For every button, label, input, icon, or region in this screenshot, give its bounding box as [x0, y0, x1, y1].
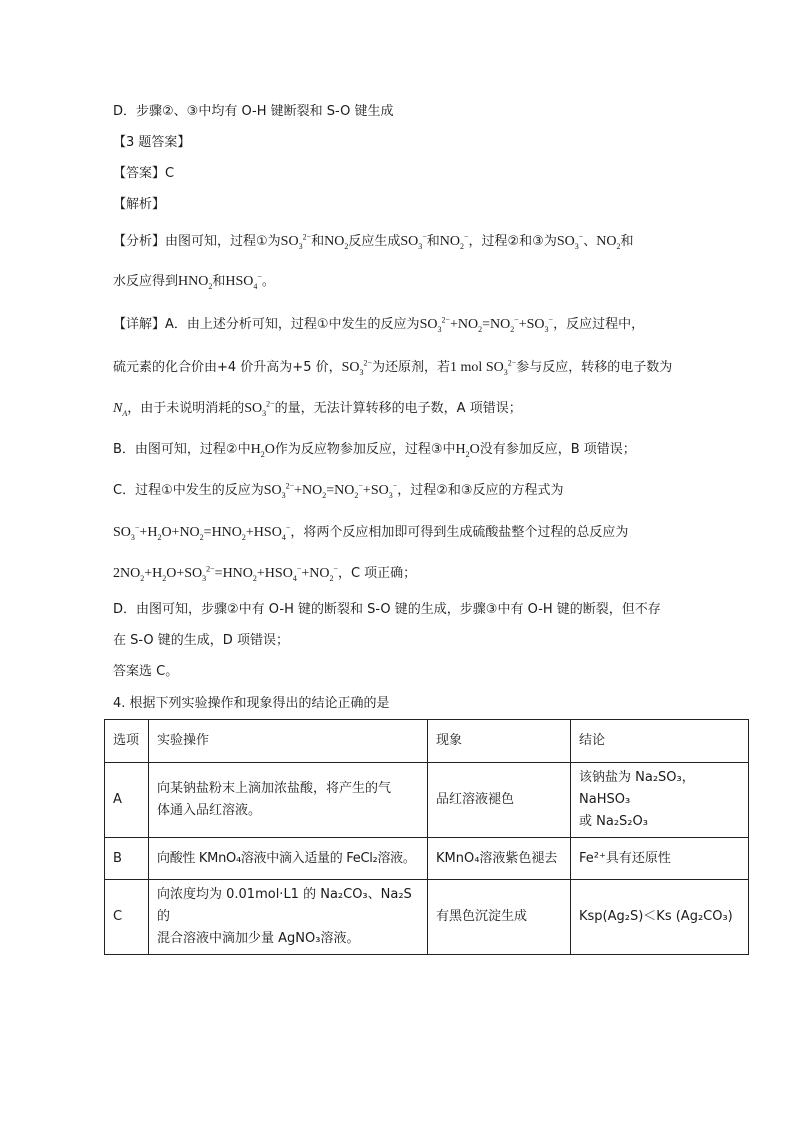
analysis-line-1: 【分析】由图可知，过程①为$SO_3^{2-}$和$NO_2$反应生成$SO_3^-$和$NO_2^-$，过程②和③为$SO_3^-$、$NO_2$和: [113, 232, 634, 251]
analysis-label: 【解析】: [113, 197, 166, 212]
table-row: [105, 880, 749, 955]
detail-d-line-2: 在 S-O 键的生成，D 项错误；: [113, 633, 289, 648]
operation-cell: 向某钠盐粉末上滴加浓盐酸，将产生的气 体通入品红溶液。: [149, 763, 428, 838]
table-header-cell: 选项: [105, 720, 149, 763]
operation-cell: 向浓度均为 0.01mol·L1 的 Na₂CO₃、Na₂S 的 混合溶液中滴加少量 AgNO₃溶液。: [149, 880, 428, 955]
reaction-2: $SO_3^-+H_2O+NO_2=HNO_2+HSO_4^-$: [113, 523, 291, 542]
option-cell: C: [105, 880, 149, 955]
detail-c-line-3: $2NO_2+H_2O+SO_3^{2-}=HNO_2+HSO_4^-+NO_2^-$，C 项正确；: [113, 564, 417, 583]
formula-so3-2minus: $SO_3^{2-}$: [280, 232, 312, 251]
formula-so3-minus: $SO_3^-$: [556, 232, 584, 251]
formula-no2: $NO_2$: [596, 234, 621, 251]
q3-answer-header: 【3 题答案】: [113, 135, 191, 150]
formula-so3-2minus: $SO_3^{2-}$: [341, 358, 373, 377]
formula-h2o: $H_2O$: [250, 442, 275, 459]
table-row: [105, 838, 749, 880]
formula-h2o: $H_2O$: [455, 442, 480, 459]
conclusion-cell: 该钠盐为 Na₂SO₃，NaHSO₃ 或 Na₂S₂O₃: [571, 763, 749, 838]
detail-a-line-3: $N_A$，由于未说明消耗的$SO_3^{2-}$的量，无法计算转移的电子数，A 项错误；: [113, 399, 522, 418]
table-header-cell: 结论: [571, 720, 749, 763]
phenomenon-cell: 品红溶液褪色: [428, 763, 571, 838]
experiment-table: [104, 719, 749, 955]
answer-label: 【答案】C: [113, 166, 175, 181]
detail-d-line-1: D．由图可知，步骤②中有 O-H 键的断裂和 S-O 键的生成，步骤③中有 O-H 键的断裂，但不存: [113, 602, 661, 617]
formula-hso4-minus: $HSO_4^-$: [225, 272, 262, 291]
detail-c-line-2: $SO_3^-+H_2O+NO_2=HNO_2+HSO_4^-$，将两个反应相加即可得到生成硫酸盐整个过程的总反应为: [113, 523, 629, 542]
formula-so3-2minus: $SO_3^{2-}$: [482, 358, 517, 377]
formula-na: $N_A$: [113, 401, 128, 418]
option-d-text: D．步骤②、③中均有 O-H 键断裂和 S-O 键生成: [113, 104, 394, 119]
analysis-line-2: 水反应得到$HNO_2$和$HSO_4^-$。: [113, 272, 275, 291]
detail-c-line-1: C．过程①中发生的反应为$SO_3^{2-}+NO_2=NO_2^-+SO_3^-$，过程②和③反应的方程式为: [113, 481, 564, 500]
formula-so3-2minus: $SO_3^{2-}$: [244, 399, 275, 418]
formula-no2-minus: $NO_2^-$: [439, 232, 469, 251]
reaction-1: $SO_3^{2-}+NO_2=NO_2^-+SO_3^-$: [419, 315, 554, 334]
q4-title: 4. 根据下列实验操作和现象得出的结论正确的是: [113, 696, 390, 711]
option-cell: A: [105, 763, 149, 838]
detail-a-line-1: 【详解】A．由上述分析可知，过程①中发生的反应为$SO_3^{2-}+NO_2=NO_2^-+SO_3^-$，反应过程中，: [113, 315, 645, 334]
detail-a-line-2: 硫元素的化合价由+4 价升高为+5 价，$SO_3^{2-}$为还原剂，若1 mol $SO_3^{2-}$参与反应，转移的电子数为: [113, 358, 673, 377]
detail-b-line: B．由图可知，过程②中$H_2O$作为反应物参加反应，过程③中$H_2O$没有参加反应，B 项错误；: [113, 442, 636, 459]
formula-mol: 1 mol: [450, 360, 483, 375]
phenomenon-cell: KMnO₄溶液紫色褪去: [428, 838, 571, 880]
conclusion-cell: Fe²⁺具有还原性: [571, 838, 749, 880]
table-header-row: [105, 720, 749, 763]
table-header-cell: 现象: [428, 720, 571, 763]
phenomenon-cell: 有黑色沉淀生成: [428, 880, 571, 955]
reaction-total: $2NO_2+H_2O+SO_3^{2-}=HNO_2+HSO_4^-+NO_2^-$: [113, 564, 338, 583]
table-header-cell: 实验操作: [149, 720, 428, 763]
table-row: [105, 763, 749, 838]
formula-no2: $NO_2$: [324, 234, 349, 251]
option-cell: B: [105, 838, 149, 880]
operation-cell: 向酸性 KMnO₄溶液中滴入适量的 FeCl₂溶液。: [149, 838, 428, 880]
reaction-1: $SO_3^{2-}+NO_2=NO_2^-+SO_3^-$: [263, 481, 398, 500]
conclusion-line: 答案选 C。: [113, 664, 179, 679]
formula-so3-minus: $SO_3^-$: [400, 232, 427, 251]
formula-hno2: $HNO_2$: [178, 274, 213, 291]
conclusion-cell: Ksp(Ag₂S)＜Ks (Ag₂CO₃): [571, 880, 749, 955]
